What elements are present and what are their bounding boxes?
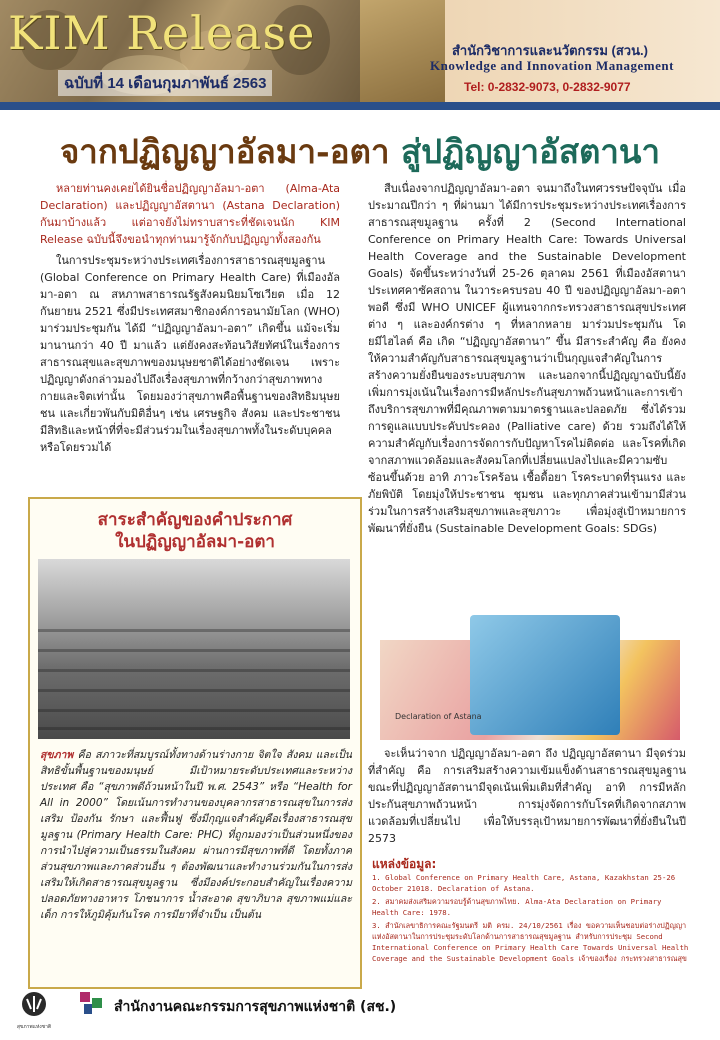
poster-photo bbox=[470, 615, 620, 735]
left-column bbox=[40, 180, 340, 460]
alma-ata-paragraph: ในการประชุมระหว่างประเทศเรื่องการสาธารณสุขมูลฐาน (Global Conference on Primary Health Care) ที่เมืองอัลมา-อตา ณ สหภาพสาธารณรัฐสังคมนิยมโซเวียต เมื่อ 12 กันยายน 2521 ซึ่งมีประเทศสมาชิกองค์การอนามัยโลก (WHO) มาร่วมประชุมกัน ได้มี “ปฏิญญาอัลมา-อตา” เกิดขึ้น แม้จะเริ่มมานานกว่า 40 ปี มาแล้ว แต่ยังคงสะท้อนวิสัยทัศน์ในเรื่องการสาธารณสุขและสุขภาพของมนุษยชาติได้อย่างชัดเจน เพราะปฏิญญาดังกล่าวมองไปถึงเรื่องสุขภาพที่กว้างกว่าสุขภาพทางกายและจิตเท่านั้น โดยมองว่าสุขภาพคือพื้นฐานของสิทธิมนุษยชน และเกี่ยวพันกับมิติอื่นๆ เช่น เศรษฐกิจ สังคม และประชาชนมีสิทธิและหน้าที่ที่จะมีส่วนร่วมในเรื่องสุขภาพทั้งในระดับบุคคลหรือโดยรวมได้ bbox=[40, 254, 340, 454]
svg-text:สุขภาพแห่งชาติ: สุขภาพแห่งชาติ bbox=[16, 1024, 52, 1030]
references-heading: แหล่งข้อมูล: bbox=[372, 857, 437, 871]
headline-part2: สู่ปฏิญญาอัสตานา bbox=[401, 132, 661, 171]
intro-paragraph: หลายท่านคงเคยได้ยินชื่อปฏิญญาอัลมา-อตา (Alma-Ata Declaration) และปฏิญญาอัสตานา (Astana Declaration) กันมาบ้างแล้ว แต่อาจยังไม่ทราบสาระที่ชัดเจนนัก KIM Release ฉบับนี้จึงขอนำทุกท่านมารู้จักกับปฏิญญาทั้งสองกัน bbox=[40, 182, 340, 246]
right-column bbox=[368, 180, 686, 537]
masthead-photo-right bbox=[360, 0, 445, 102]
org-name: สำนักวิชาการและนวัตกรรม (สวน.) bbox=[452, 43, 648, 58]
masthead-divider bbox=[0, 102, 720, 110]
headline-part1: จากปฏิญญาอัลมา-อตา bbox=[59, 132, 390, 171]
headline bbox=[0, 125, 720, 178]
org-name-en: Knowledge and Innovation Management bbox=[430, 58, 674, 73]
key-points-box bbox=[28, 497, 362, 989]
poster-label: Declaration of Astana bbox=[395, 712, 482, 721]
health-definition-text: สุขภาพ คือ สภาวะที่สมบูรณ์ทั้งทางด้านร่างกาย จิตใจ สังคม และเป็นสิทธิขั้นพื้นฐานของมนุษย์ มีเป้าหมายระดับประเทศและระหว่างประเทศ คือ “สุขภาพดีถ้วนหน้าในปี พ.ศ. 2543” หรือ “Health for All in 2000” โดยเน้นการทำงานของบุคลากรสาธารณสุขในการส่งเสริม ป้องกัน รักษา และฟื้นฟู ซึ่งมีกุญแจสำคัญคือเรื่องสาธารณสุขมูลฐาน (Primary Health Care: PHC) ที่ถูกมองว่าเป็นส่วนหนึ่งของการนำไปสู่ความเป็นธรรมในสังคม ผ่านการมีสุขภาพที่ดี โดยทั้งภาคส่วนสุขภาพและภาคส่วนอื่น ๆ ต้องพัฒนาและทำงานร่วมกันในการส่งเสริมให้เกิดสาธารณสุขมูลฐาน ซึ่งมีองค์ประกอบสำคัญในเรื่องความปลอดภัยทางอาหาร โภชนาการ น้ำสะอาด สุขาภิบาล สุขภาพแม่และเด็ก การให้ภูมิคุ้มกันโรค การมียาที่จำเป็น เป็นต้น bbox=[40, 749, 352, 921]
conference-hall-photo bbox=[38, 559, 350, 739]
references-list bbox=[372, 872, 690, 966]
publication-title: KIM Release bbox=[8, 6, 316, 60]
masthead-right-panel bbox=[360, 0, 720, 102]
nhco-logo bbox=[16, 990, 52, 1030]
telephone: Tel: 0-2832-9073, 0-2832-9077 bbox=[464, 80, 631, 94]
astana-paragraph: สืบเนื่องจากปฏิญญาอัลมา-อตา จนมาถึงในทศวรรษปัจจุบัน เมื่อประมาณปีกว่า ๆ ที่ผ่านมา ได้มีการประชุมระหว่างประเทศเรื่องการสาธารณสุขมูลฐาน ครั้งที่ 2 (Second International Conference on Primary Health Care: Towards Universal Health Coverage and the Sustainable Development Goals) จัดขึ้นระหว่างวันที่ 25-26 ตุลาคม 2561 ที่เมืองอัสตานา ประเทศคาซัคสถาน ในวาระครบรอบ 40 ปี ของปฏิญญาอัลมา-อตา พอดี ซึ่งมี WHO UNICEF ผู้แทนจากกระทรวงสาธารณสุขประเทศต่าง ๆ และองค์กรต่าง ๆ ที่หลากหลาย มาร่วมประชุมกัน โดยมีไฮไลต์ คือ เกิด “ปฏิญญาอัสตานา” ขึ้น มีสาระสำคัญ คือ ยังคงให้ความสำคัญกับสาธารณสุขมูลฐานว่าเป็นกุญแจสำคัญในการสร้างความยั่งยืนของระบบสุขภาพ และนอกจากนี้ปฏิญญาฉบับนี้ยังเพิ่มการมุ่งเน้นในเรื่องการมีหลักประกันสุขภาพถ้วนหน้าและการเข้าถึงบริการสุขภาพที่มีคุณภาพตามมาตรฐานและปลอดภัย ซึ่งได้รวมการดูแลแบบประคับประคอง (Palliative care) ด้วย รวมถึงได้ให้ความสำคัญกับเรื่องการจัดการกับปัญหาโรคไม่ติดต่อ และโรคที่เกิดจากสภาพแวดล้อมและสังคมโลกที่เปลี่ยนแปลงไปและมีความซับซ้อนขึ้นด้วย อาทิ ภาวะโรคร้อน เชื้อดื้อยา โรคระบาดที่รุนแรง และภัยพิบัติ โดยมุ่งให้ประชาชน ชุมชน และทุกภาคส่วนเข้ามามีส่วนร่วมในการสร้างเสริมสุขภาพและสุขภาวะ เพื่อมุ่งสู่เป้าหมายการพัฒนาที่ยั่งยืน (Sustainable Development Goals: SDGs) bbox=[368, 182, 686, 535]
conclusion-paragraph: จะเห็นว่าจาก ปฏิญญาอัลมา-อตา ถึง ปฏิญญาอัสตานา มีจุดร่วมที่สำคัญ คือ การเสริมสร้างความเข้มแข็งด้านสาธารณสุขมูลฐาน ขณะที่ปฏิญญาอัสตานามีจุดเน้นเพิ่มเติมที่สำคัญ อาทิ การมีหลักประกันสุขภาพถ้วนหน้า การมุ่งจัดการกับโรคที่เกิดจากสภาพแวดล้อมที่เปลี่ยนไป เพื่อให้บรรลุเป้าหมายการพัฒนาที่ยั่งยืนในปี 2573 bbox=[368, 747, 686, 845]
reference-item: 3. สำนักเลขาธิการคณะรัฐมนตรี มติ ครม. 24/10/2561 เรื่อง ขอความเห็นชอบต่อร่างปฏิญญาแห่งอัสตานาในการประชุมระดับโลกด้านการสาธารณสุขมูลฐาน สำหรับการประชุม Second International Conference on Primary Health Care Towards Universal Health Coverage and the Sustainable Development Goals เจ้าของเรื่อง กระทรวงสาธารณสุข bbox=[372, 921, 689, 963]
color-blocks-icon bbox=[80, 992, 104, 1016]
masthead bbox=[0, 0, 720, 112]
reference-item: 1. Global Conference on Primary Health Care, Astana, Kazakhstan 25-26 October 21018. Declaration of Astana. bbox=[372, 873, 676, 893]
issue-label: ฉบับที่ 14 เดือนกุมภาพันธ์ 2563 bbox=[58, 70, 272, 96]
reference-item: 2. สมาคมส่งเสริมความรอบรู้ด้านสุขภาพไทย. Alma-Ata Declaration on Primary Health Care: 1978. bbox=[372, 897, 662, 917]
conclusion bbox=[368, 745, 686, 847]
box-title: สาระสำคัญของคำประกาศ ในปฏิญญาอัลมา-อตา bbox=[97, 510, 293, 552]
footer-org-name: สำนักงานคณะกรรมการสุขภาพแห่งชาติ (สช.) bbox=[114, 999, 397, 1015]
box-lead-term: สุขภาพ bbox=[40, 749, 74, 761]
